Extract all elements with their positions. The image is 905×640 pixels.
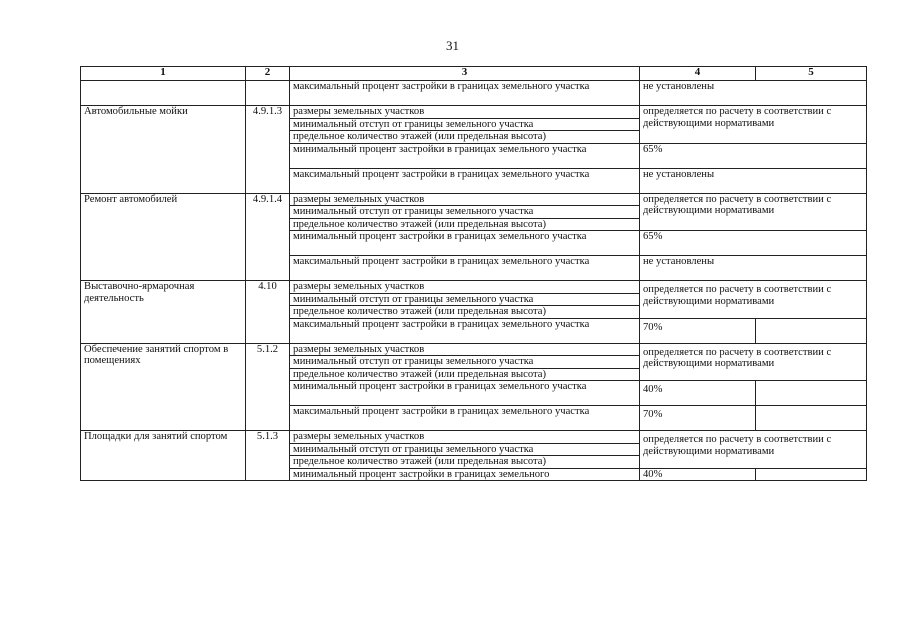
code-cell: 4.9.1.3 (246, 106, 290, 194)
param-cell: минимальный процент застройки в границах земельного (290, 468, 640, 481)
param-cell: минимальный отступ от границы земельного участка (290, 293, 640, 306)
table-row (81, 431, 867, 444)
col5-cell (756, 406, 867, 431)
value-cell: 65% (640, 143, 867, 168)
use-name-cell: Площадки для занятий спортом (81, 431, 246, 481)
code-cell: 4.9.1.4 (246, 193, 290, 281)
value-cell: 65% (640, 231, 867, 256)
header-col-1: 1 (81, 67, 246, 81)
value-cell: определяется по расчету в соответствии с действующими нормативами (640, 106, 867, 144)
param-cell: предельное количество этажей (или предельная высота) (290, 131, 640, 144)
table-header-row (81, 67, 867, 81)
param-cell: максимальный процент застройки в границах земельного участка (290, 168, 640, 193)
use-name-cell (81, 81, 246, 106)
col5-cell (756, 318, 867, 343)
col5-cell (756, 381, 867, 406)
table-row (81, 281, 867, 294)
value-cell: не установлены (640, 256, 867, 281)
param-cell: максимальный процент застройки в границах земельного участка (290, 81, 640, 106)
value-cell: не установлены (640, 168, 867, 193)
param-cell: максимальный процент застройки в границах земельного участка (290, 256, 640, 281)
param-cell: минимальный отступ от границы земельного участка (290, 206, 640, 219)
param-cell: размеры земельных участков (290, 281, 640, 294)
value-cell: 70% (640, 318, 756, 343)
code-cell: 5.1.2 (246, 343, 290, 431)
value-cell: определяется по расчету в соответствии с действующими нормативами (640, 343, 867, 381)
header-col-2: 2 (246, 67, 290, 81)
header-col-4: 4 (640, 67, 756, 81)
param-cell: минимальный отступ от границы земельного участка (290, 118, 640, 131)
use-name-cell: Автомобильные мойки (81, 106, 246, 194)
param-cell: размеры земельных участков (290, 193, 640, 206)
param-cell: минимальный процент застройки в границах земельного участка (290, 381, 640, 406)
value-cell: определяется по расчету в соответствии с действующими нормативами (640, 193, 867, 231)
param-cell: минимальный отступ от границы земельного участка (290, 443, 640, 456)
table-row (81, 106, 867, 119)
value-cell: 40% (640, 381, 756, 406)
param-cell: минимальный отступ от границы земельного участка (290, 356, 640, 369)
value-cell: не установлены (640, 81, 867, 106)
value-cell: 40% (640, 468, 756, 481)
regulations-table (80, 66, 867, 481)
code-cell (246, 81, 290, 106)
table-row (81, 343, 867, 356)
param-cell: максимальный процент застройки в границах земельного участка (290, 318, 640, 343)
param-cell: предельное количество этажей (или предельная высота) (290, 306, 640, 319)
use-name-cell: Обеспечение занятий спортом в помещениях (81, 343, 246, 431)
code-cell: 4.10 (246, 281, 290, 344)
use-name-cell: Выставочно-ярмарочная деятельность (81, 281, 246, 344)
table-row (81, 193, 867, 206)
param-cell: минимальный процент застройки в границах земельного участка (290, 143, 640, 168)
param-cell: предельное количество этажей (или предельная высота) (290, 218, 640, 231)
param-cell: размеры земельных участков (290, 431, 640, 444)
value-cell: определяется по расчету в соответствии с действующими нормативами (640, 281, 867, 319)
value-cell: 70% (640, 406, 756, 431)
use-name-cell: Ремонт автомобилей (81, 193, 246, 281)
code-cell: 5.1.3 (246, 431, 290, 481)
table-row (81, 81, 867, 106)
param-cell: максимальный процент застройки в границах земельного участка (290, 406, 640, 431)
param-cell: предельное количество этажей (или предельная высота) (290, 456, 640, 469)
param-cell: предельное количество этажей (или предельная высота) (290, 368, 640, 381)
col5-cell (756, 468, 867, 481)
param-cell: размеры земельных участков (290, 106, 640, 119)
page-number: 31 (446, 38, 459, 53)
param-cell: минимальный процент застройки в границах земельного участка (290, 231, 640, 256)
param-cell: размеры земельных участков (290, 343, 640, 356)
header-col-5: 5 (756, 67, 867, 81)
value-cell: определяется по расчету в соответствии с действующими нормативами (640, 431, 867, 469)
header-col-3: 3 (290, 67, 640, 81)
